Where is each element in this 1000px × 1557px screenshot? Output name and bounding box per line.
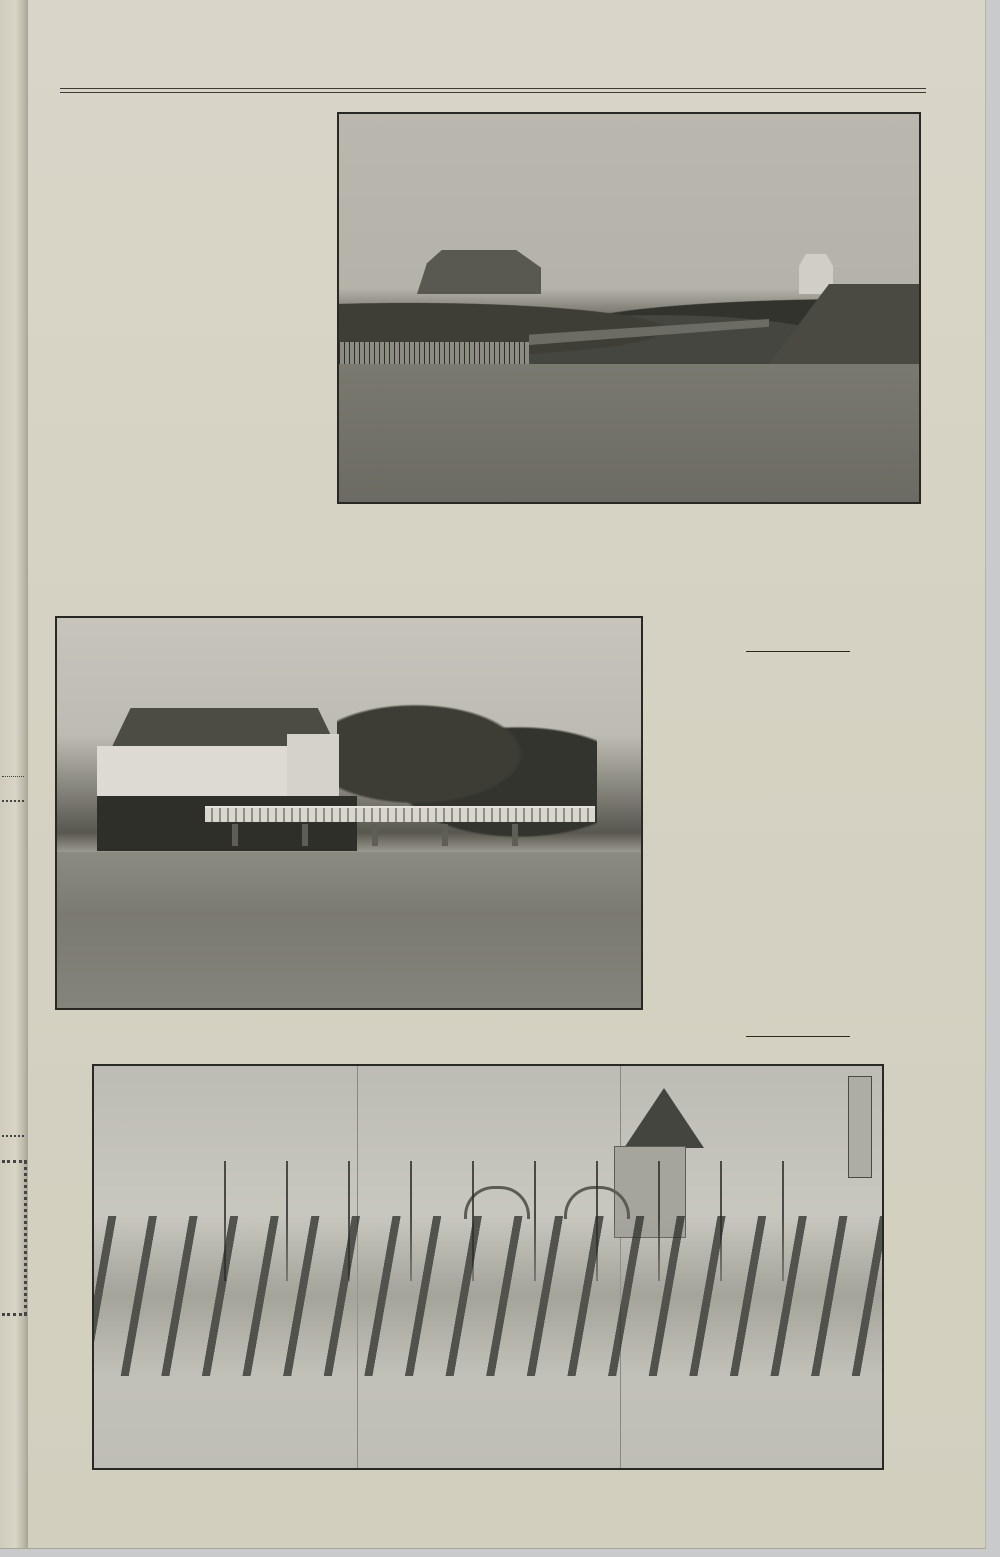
header-rule-bottom <box>60 92 926 93</box>
facing-page-dotted-box <box>2 1160 27 1316</box>
woodcut-gate-roof <box>624 1088 704 1148</box>
woodcut-procession-image <box>92 1064 884 1470</box>
facing-page-edge <box>0 0 28 1548</box>
woodcut-procession-crowd <box>94 1216 882 1376</box>
facing-page-ornament-2 <box>2 1135 24 1137</box>
photo-front-gates-double-bridges <box>337 112 921 504</box>
photo-gate-tower <box>287 734 339 800</box>
facing-page-rule <box>2 776 24 777</box>
header-rule-top <box>60 88 926 89</box>
photo-ote-mon-gate <box>55 616 643 1010</box>
section-divider-1 <box>746 651 850 652</box>
photo-bridge-pillars <box>232 824 552 846</box>
photo-plaza <box>339 364 919 504</box>
photo-moat <box>57 852 641 1008</box>
photo-stone-bridge <box>205 806 595 822</box>
facing-page-ornament <box>2 800 24 802</box>
photo-fence <box>339 342 529 364</box>
woodcut-title-cartouche <box>848 1076 872 1178</box>
running-header <box>60 62 926 82</box>
photo-gate-building <box>417 250 541 294</box>
section-divider-2 <box>746 1036 850 1037</box>
